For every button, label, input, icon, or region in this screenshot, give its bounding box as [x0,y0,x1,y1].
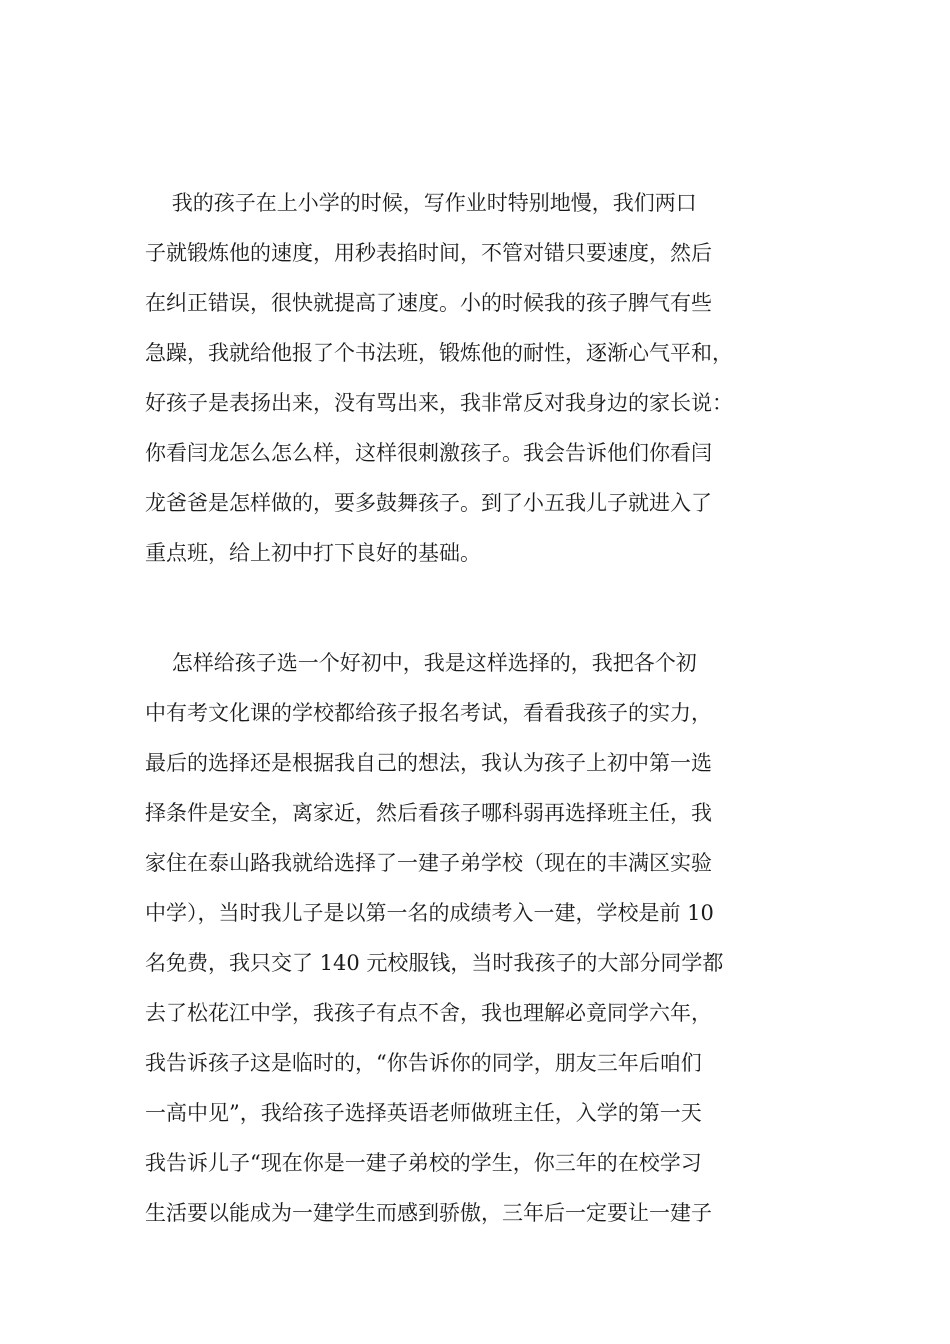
text-line: 家住在泰山路我就给选择了一建子弟学校（现在的丰满区实验 [145,851,712,875]
text-line: 择条件是安全，离家近，然后看孩子哪科弱再选择班主任，我 [145,801,712,825]
text-line: 重点班，给上初中打下良好的基础。 [145,541,481,565]
text-line: 中学），当时我儿子是以第一名的成绩考入一建，学校是前 10 [145,901,714,925]
text-line: 最后的选择还是根据我自己的想法，我认为孩子上初中第一选 [145,751,712,775]
text-line: 去了松花江中学，我孩子有点不舍，我也理解必竟同学六年， [145,1001,712,1025]
text-line: 生活要以能成为一建学生而感到骄傲，三年后一定要让一建子 [145,1201,712,1225]
text-line: 龙爸爸是怎样做的，要多鼓舞孩子。到了小五我儿子就进入了 [145,491,712,515]
text-line: 我告诉孩子这是临时的，“你告诉你的同学，朋友三年后咱们 [145,1051,702,1075]
text-line: 你看闫龙怎么怎么样，这样很刺激孩子。我会告诉他们你看闫 [145,441,712,465]
paragraph-spacer [145,578,810,638]
text-line: 中有考文化课的学校都给孩子报名考试，看看我孩子的实力， [145,701,712,725]
text-line: 急躁，我就给他报了个书法班，锻炼他的耐性，逐渐心气平和， [145,341,733,365]
text-line: 名免费，我只交了 140 元校服钱，当时我孩子的大部分同学都 [145,951,724,975]
paragraph-2 [145,638,810,1238]
text-line: 我告诉儿子“现在你是一建子弟校的学生，你三年的在校学习 [145,1151,702,1175]
document-body [145,178,810,1238]
text-line: 子就锻炼他的速度，用秒表掐时间，不管对错只要速度，然后 [145,241,712,265]
text-line: 怎样给孩子选一个好初中，我是这样选择的，我把各个初 [145,651,697,675]
text-line: 我的孩子在上小学的时候，写作业时特别地慢，我们两口 [145,191,697,215]
text-line: 好孩子是表扬出来，没有骂出来，我非常反对我身边的家长说： [145,391,733,415]
paragraph-1 [145,178,810,578]
text-line: 在纠正错误，很快就提高了速度。小的时候我的孩子脾气有些 [145,291,712,315]
text-line: 一高中见”，我给孩子选择英语老师做班主任，入学的第一天 [145,1101,702,1125]
